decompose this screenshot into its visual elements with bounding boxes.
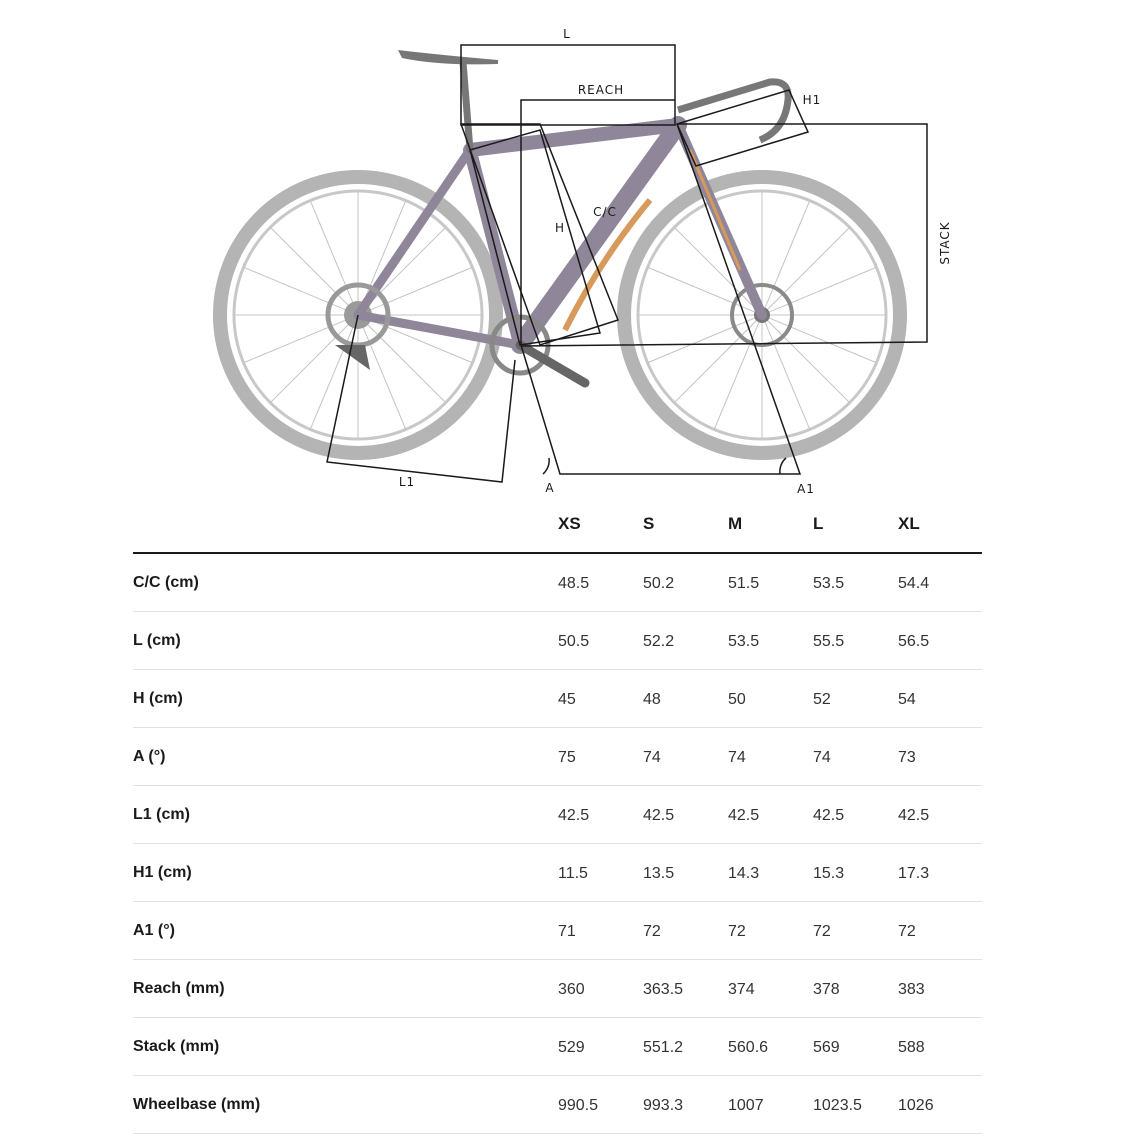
table-row xyxy=(133,554,982,612)
table-cell: 374 xyxy=(728,981,755,998)
table-row xyxy=(133,670,982,728)
label-h: H xyxy=(554,221,566,235)
table-cell: 11.5 xyxy=(558,865,588,882)
table-cell: 569 xyxy=(813,1039,840,1056)
row-label: A1 (°) xyxy=(133,922,175,939)
table-cell: 42.5 xyxy=(813,807,845,824)
table-cell: 551.2 xyxy=(643,1039,684,1056)
table-cell: 48 xyxy=(643,691,661,708)
table-cell: 588 xyxy=(898,1039,925,1056)
table-cell: 51.5 xyxy=(728,575,760,592)
row-label: H (cm) xyxy=(133,690,183,707)
table-row xyxy=(133,612,982,670)
table-cell: 48.5 xyxy=(558,575,590,592)
table-cell: 71 xyxy=(558,923,576,940)
table-row xyxy=(133,844,982,902)
size-header-xl: XL xyxy=(898,514,920,533)
table-cell: 1023.5 xyxy=(813,1097,862,1114)
table-cell: 56.5 xyxy=(898,633,930,650)
handlebar xyxy=(678,82,788,140)
table-cell: 42.5 xyxy=(898,807,930,824)
table-cell: 73 xyxy=(898,749,916,766)
table-cell: 42.5 xyxy=(558,807,590,824)
table-row xyxy=(133,786,982,844)
table-cell: 1026 xyxy=(898,1097,934,1114)
row-label: A (°) xyxy=(133,748,166,765)
table-cell: 990.5 xyxy=(558,1097,599,1114)
row-label: L1 (cm) xyxy=(133,806,190,823)
table-cell: 42.5 xyxy=(643,807,675,824)
geometry-table xyxy=(133,500,982,1134)
table-header xyxy=(133,500,982,554)
table-cell: 383 xyxy=(898,981,925,998)
crank-arm xyxy=(520,345,585,383)
table-cell: 72 xyxy=(643,923,661,940)
saddle xyxy=(398,50,498,64)
size-header-s: S xyxy=(643,514,655,533)
table-cell: 378 xyxy=(813,981,840,998)
row-label: L (cm) xyxy=(133,632,181,649)
label-l1: L1 xyxy=(398,475,416,489)
table-cell: 74 xyxy=(813,749,831,766)
table-cell: 72 xyxy=(898,923,916,940)
table-cell: 50.2 xyxy=(643,575,675,592)
table-cell: 14.3 xyxy=(728,865,760,882)
table-cell: 53.5 xyxy=(728,633,760,650)
table-row xyxy=(133,1018,982,1076)
table-cell: 529 xyxy=(558,1039,585,1056)
table-row xyxy=(133,1076,982,1134)
table-row xyxy=(133,728,982,786)
table-cell: 17.3 xyxy=(898,865,930,882)
table-cell: 363.5 xyxy=(643,981,684,998)
table-cell: 50 xyxy=(728,691,746,708)
label-cc: C/C xyxy=(593,205,617,219)
table-row xyxy=(133,902,982,960)
row-label: C/C (cm) xyxy=(133,574,199,591)
table-cell: 42.5 xyxy=(728,807,760,824)
table-cell: 72 xyxy=(728,923,746,940)
label-a1: A1 xyxy=(797,482,815,496)
label-h1: H1 xyxy=(802,93,822,107)
table-cell: 72 xyxy=(813,923,831,940)
table-cell: 993.3 xyxy=(643,1097,684,1114)
size-header-xs: XS xyxy=(558,514,581,533)
row-label: Stack (mm) xyxy=(133,1038,220,1055)
table-cell: 74 xyxy=(728,749,746,766)
label-a: A xyxy=(545,481,555,495)
label-l: L xyxy=(563,27,571,41)
table-cell: 15.3 xyxy=(813,865,845,882)
table-cell: 50.5 xyxy=(558,633,590,650)
table-cell: 560.6 xyxy=(728,1039,769,1056)
label-stack: STACK xyxy=(938,221,952,265)
table-cell: 13.5 xyxy=(643,865,675,882)
table-cell: 74 xyxy=(643,749,661,766)
table-cell: 360 xyxy=(558,981,585,998)
table-row xyxy=(133,960,982,1018)
table-cell: 55.5 xyxy=(813,633,845,650)
table-cell: 54.4 xyxy=(898,575,930,592)
table-cell: 53.5 xyxy=(813,575,845,592)
label-reach: REACH xyxy=(577,83,625,97)
table-cell: 54 xyxy=(898,691,916,708)
row-label: H1 (cm) xyxy=(133,864,192,881)
table-cell: 45 xyxy=(558,691,576,708)
size-header-m: M xyxy=(728,514,743,533)
row-label: Reach (mm) xyxy=(133,980,225,997)
table-cell: 52.2 xyxy=(643,633,675,650)
size-header-l: L xyxy=(813,514,824,533)
table-cell: 1007 xyxy=(728,1097,764,1114)
table-cell: 52 xyxy=(813,691,831,708)
table-cell: 75 xyxy=(558,749,576,766)
row-label: Wheelbase (mm) xyxy=(133,1096,261,1113)
bike-geometry-diagram xyxy=(0,0,1138,500)
